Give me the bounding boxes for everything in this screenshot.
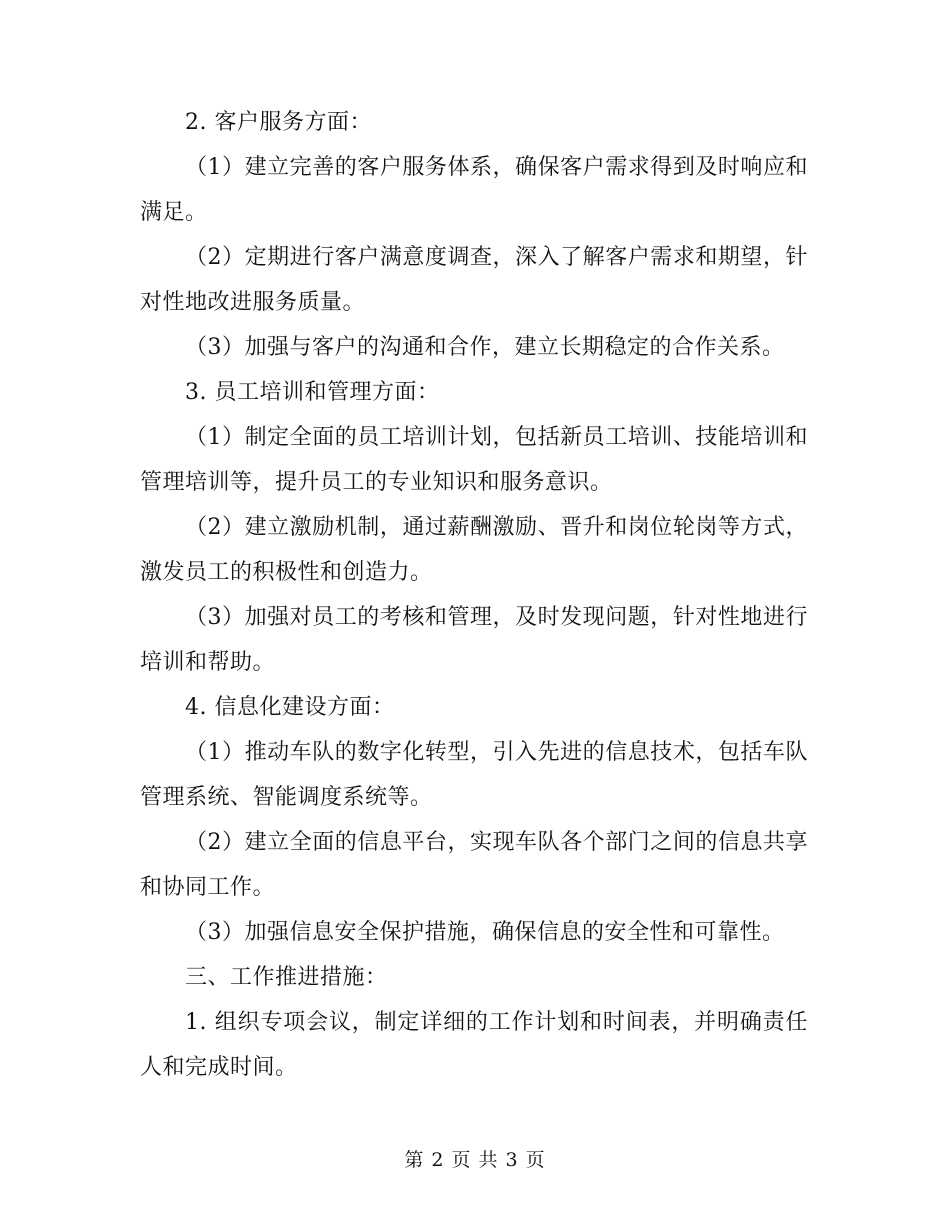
page-number-label: 第 2 页 共 3 页 — [404, 1149, 546, 1171]
paragraph: 1. 组织专项会议，制定详细的工作计划和时间表，并明确责任人和完成时间。 — [140, 1010, 808, 1080]
paragraph: （3）加强信息安全保护措施，确保信息的安全性和可靠性。 — [185, 920, 785, 945]
paragraph: （1）制定全面的员工培训计划，包括新员工培训、技能培训和管理培训等，提升员工的专业知识和服务意识。 — [140, 425, 808, 495]
paragraph: 2. 客户服务方面： — [185, 110, 372, 135]
page-footer — [0, 1147, 950, 1173]
paragraph: （2）定期进行客户满意度调查，深入了解客户需求和期望，针对性地改进服务质量。 — [140, 245, 808, 315]
paragraph: （3）加强对员工的考核和管理，及时发现问题，针对性地进行培训和帮助。 — [140, 605, 808, 675]
paragraph: 3. 员工培训和管理方面： — [185, 380, 440, 405]
paragraph: （1）推动车队的数字化转型，引入先进的信息技术，包括车队管理系统、智能调度系统等。 — [140, 740, 808, 810]
paragraph: 三、工作推进措施： — [185, 965, 388, 990]
paragraph: （2）建立全面的信息平台，实现车队各个部门之间的信息共享和协同工作。 — [140, 830, 808, 900]
paragraph: （2）建立激励机制，通过薪酬激励、晋升和岗位轮岗等方式，激发员工的积极性和创造力。 — [140, 515, 808, 585]
paragraph: （1）建立完善的客户服务体系，确保客户需求得到及时响应和满足。 — [140, 155, 808, 225]
document-body — [140, 100, 808, 1090]
paragraph: （3）加强与客户的沟通和合作，建立长期稳定的合作关系。 — [185, 335, 785, 360]
paragraph: 4. 信息化建设方面： — [185, 695, 395, 720]
